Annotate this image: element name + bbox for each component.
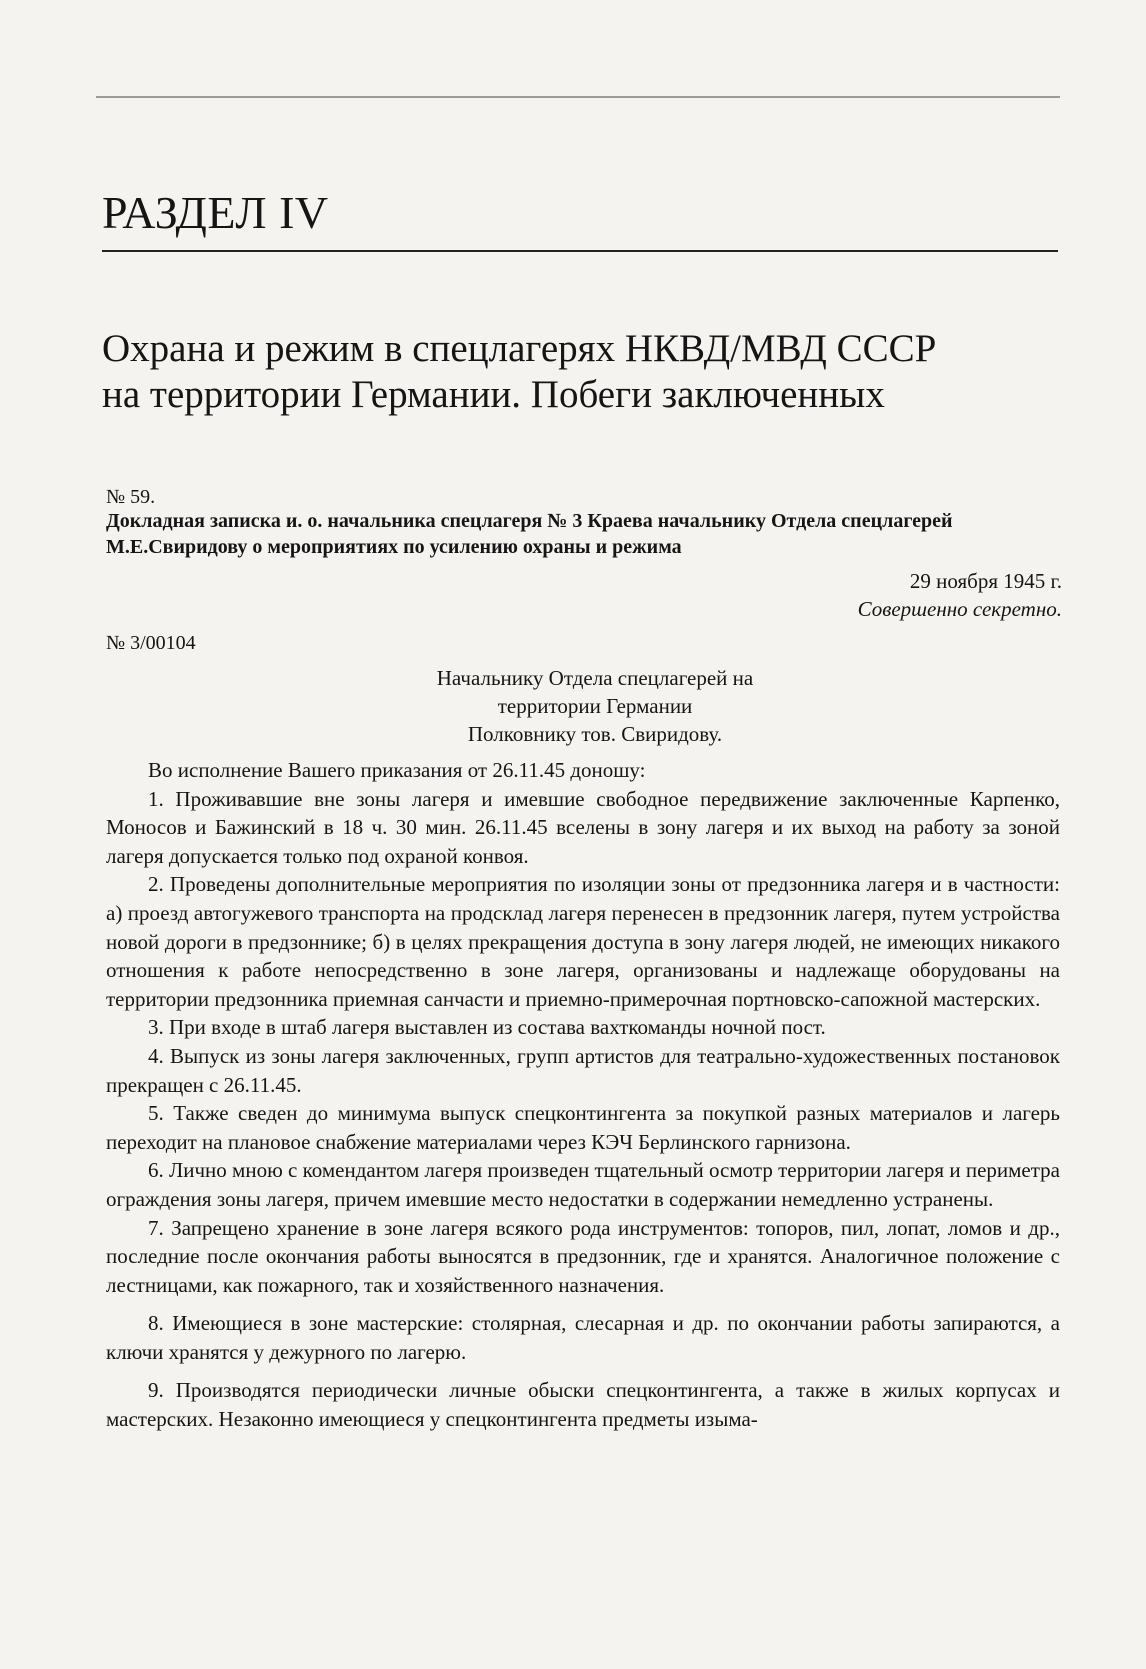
chapter-title-line-2: на территории Германии. Побеги заключенных (102, 373, 885, 416)
addressee-block (380, 664, 810, 748)
addressee-line-3: Полковнику тов. Свиридову. (467, 722, 723, 746)
document-body (106, 756, 1060, 1434)
paragraph-intro: Во исполнение Вашего приказания от 26.11.45 доношу: (148, 758, 646, 782)
paragraph-4: 4. Выпуск из зоны лагеря заключенных, групп артистов для театрально-художественных постановок прекращен с 26.11.45. (106, 1043, 1060, 1097)
paragraph-8: 8. Имеющиеся в зоне мастерские: столярная, слесарная и др. по окончании работы запираются, а ключи хранятся у дежурного по лагерю. (106, 1311, 1060, 1364)
paragraph-6: 6. Лично мною с комендантом лагеря произведен тщательный осмотр территории лагеря и периметра ограждения зоны лагеря, причем имевшие место недостатки в содержании немедленно устранены. (106, 1158, 1060, 1211)
paragraph-9: 9. Производятся периодически личные обыски спецконтингента, а также в жилых корпусах и мастерских. Незаконно имеющиеся у спецконтингента предметы изыма- (106, 1378, 1060, 1432)
header-rule (96, 96, 1060, 98)
classification-mark: Совершенно секретно. (857, 597, 1062, 621)
section-heading: РАЗДЕЛ IV (102, 190, 1058, 252)
document-title: Докладная записка и. о. начальника спецлагеря № 3 Краева начальнику Отдела спецлагерей М.Е.Свиридову о мероприятиях по усилению охраны и режима (106, 510, 953, 558)
paragraph-5: 5. Также сведен до минимума выпуск спецконтингента за покупкой разных материалов и лагерь переходит на плановое снабжение материалами через КЭЧ Берлинского гарнизона. (106, 1101, 1060, 1154)
outgoing-number: № 3/00104 (106, 632, 196, 654)
addressee-line-2: территории Германии (497, 694, 693, 718)
paragraph-1: 1. Проживавшие вне зоны лагеря и имевшие свободное передвижение заключенные Карпенко, Моносов и Бажинский в 18 ч. 30 мин. 26.11.45 вселены в зону лагеря и их выход на работу за зоной лагеря допускается только под охраной конвоя. (106, 786, 1060, 868)
document-date: 29 ноября 1945 г. (909, 569, 1062, 593)
paragraph-2: 2. Проведены дополнительные мероприятия по изоляции зоны от предзонника лагеря и в частности: а) проезд автогужевого транспорта на продсклад лагеря перенесен в предзонник лагеря, путем устройства новой дороги в предзоннике; б) в целях прекращения доступа в зону лагеря людей, не имеющих никакого отношения к работе непосредственно в зоне лагеря, организованы и надлежаще оборудованы на территории предзонника приемная санчасти и приемно-примерочная портновско-сапожной мастерских. (106, 872, 1060, 1011)
paragraph-3: 3. При входе в штаб лагеря выставлен из состава вахткоманды ночной пост. (148, 1015, 826, 1040)
paragraph-7: 7. Запрещено хранение в зоне лагеря всякого рода инструментов: топоров, пил, лопат, ломов и др., последние после окончания работы выносятся в предзонник, где и хранятся. Аналогичное положение с лестницами, как пожарного, так и хозяйственного назначения. (106, 1215, 1060, 1297)
document-number: № 59. (106, 486, 156, 508)
chapter-title (102, 326, 1058, 418)
addressee-line-1: Начальнику Отдела спецлагерей на (436, 666, 754, 690)
chapter-title-line-1: Охрана и режим в спецлагерях НКВД/МВД СССР (102, 327, 937, 370)
